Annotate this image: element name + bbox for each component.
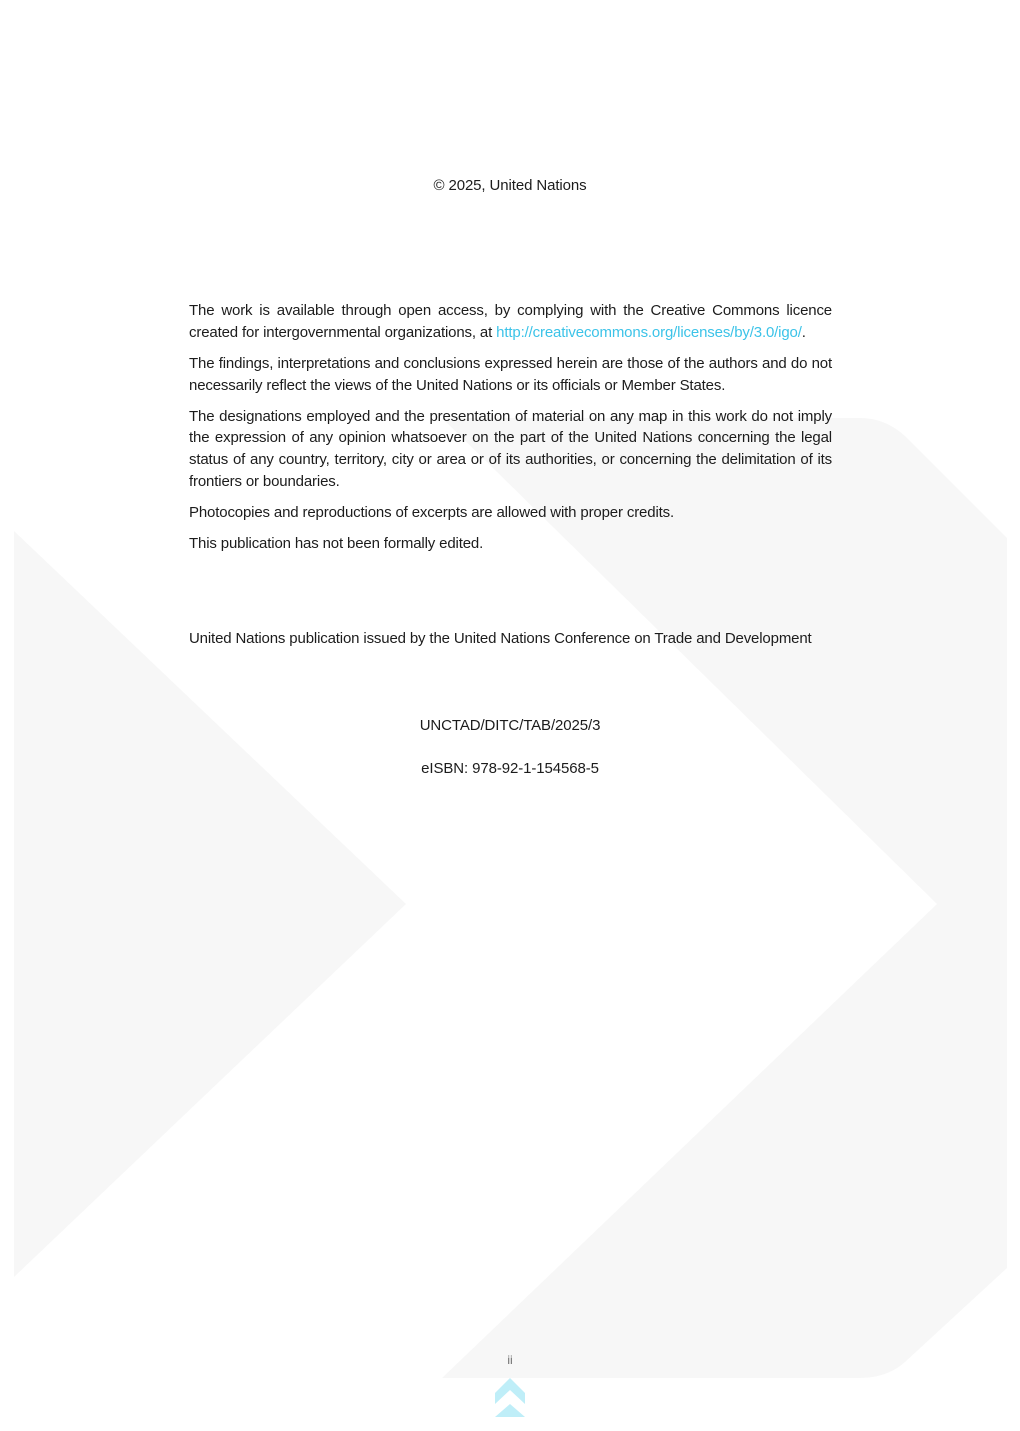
copyright-notice: © 2025, United Nations xyxy=(433,177,587,194)
page-number: ii xyxy=(507,1353,513,1367)
publisher-statement: United Nations publication issued by the United Nations Conference on Trade and Development xyxy=(189,630,812,647)
licence-text-end: . xyxy=(801,323,806,341)
disclaimer-designations-paragraph: The designations employed and the presentation of material on any map in this work do not imply the expression of any opinion whatsoever on the part of the United Nations concerning the legal status of any country, territory, city or area or of its authorities, or concerning the delimitation of its frontiers or boundaries. xyxy=(189,407,832,490)
document-symbol: UNCTAD/DITC/TAB/2025/3 xyxy=(419,717,601,734)
licence-paragraph xyxy=(189,300,832,344)
reproduction-paragraph: Photocopies and reproductions of excerpts are allowed with proper credits. xyxy=(189,503,675,521)
legal-notices xyxy=(189,300,832,564)
licence-text: The work is available through open access, by complying with the Creative Commons licence created for intergovernmental organizations, at xyxy=(189,302,832,341)
editing-paragraph: This publication has not been formally edited. xyxy=(189,534,484,552)
licence-link[interactable]: http://creativecommons.org/licenses/by/3.0/igo/ xyxy=(496,323,802,341)
disclaimer-views-paragraph: The findings, interpretations and conclusions expressed herein are those of the authors and do not necessarily reflect the views of the United Nations or its officials or Member States. xyxy=(189,354,832,394)
double-chevron-up-icon xyxy=(495,1378,525,1418)
isbn-number: eISBN: 978-92-1-154568-5 xyxy=(421,760,599,777)
